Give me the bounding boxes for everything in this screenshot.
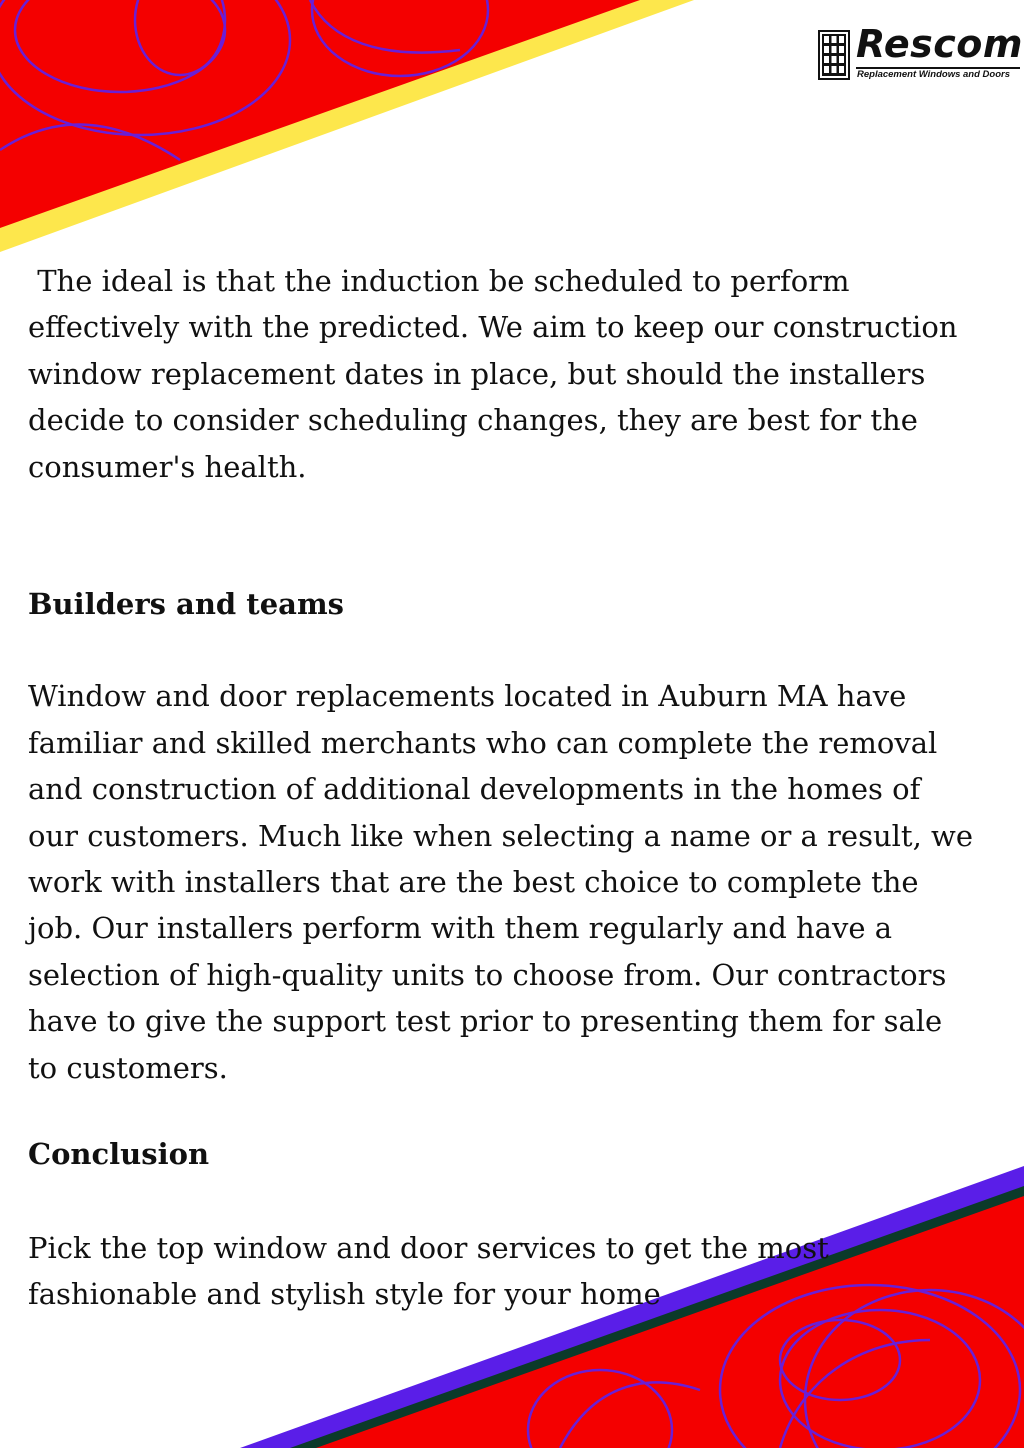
- builders-paragraph: Window and door replacements located in Auburn MA have familiar and skilled merchants who can complete the removal and construction of additional developments in the homes of our customers. Much like when selecting a name or a result, we work with installers that are the best choice to complete the job. Our installers perform with them regularly and have a selection of high-quality units to choose from. Our contractors have to give the support test prior to presenting them for sale to customers.: [28, 679, 983, 1085]
- intro-paragraph: The ideal is that the induction be scheduled to perform effectively with the predicted. We aim to keep our construction window replacement dates in place, but should the installers decide to consider scheduling changes, they are best for the consumer's health.: [28, 264, 967, 484]
- conclusion-paragraph: Pick the top window and door services to get the most fashionable and stylish style for your home: [28, 1230, 839, 1311]
- brand-name: Rescom: [856, 22, 1023, 66]
- section-heading-builders: Builders and teams: [28, 587, 344, 622]
- window-grid-icon: [818, 30, 850, 80]
- document-body: [28, 258, 983, 1317]
- section-heading-conclusion: Conclusion: [28, 1137, 210, 1172]
- brand-logo: [818, 22, 1023, 84]
- brand-tagline: Replacement Windows and Doors: [857, 69, 1010, 80]
- top-red-band: [0, 0, 640, 228]
